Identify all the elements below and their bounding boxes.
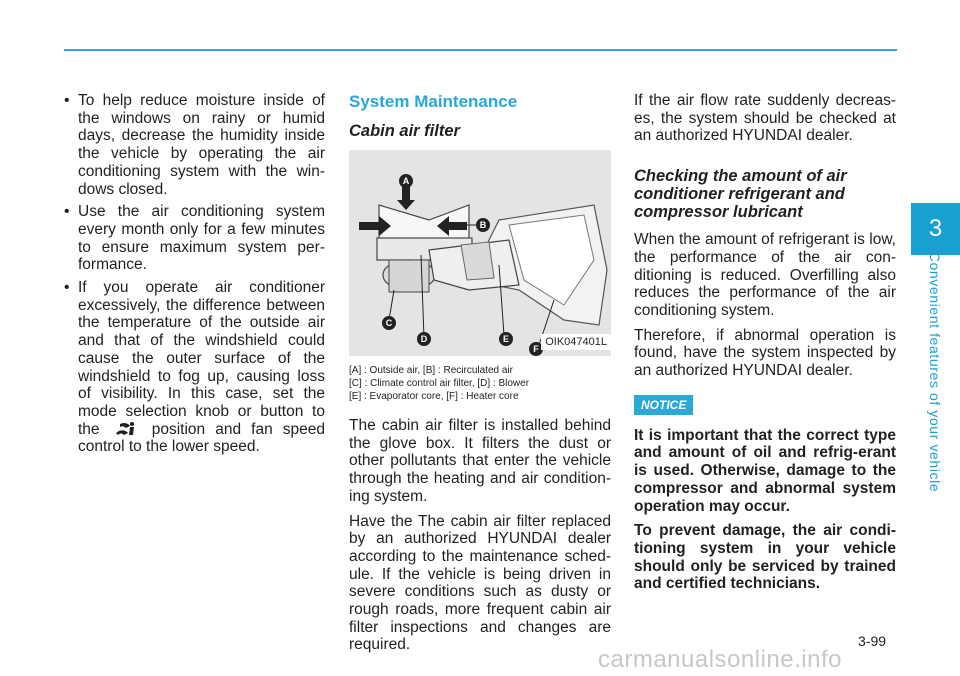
label-d: D — [417, 332, 431, 346]
tips-list — [64, 92, 325, 456]
paragraph: If the air flow rate suddenly decreas-es, the system should be checked at an authorized HYUNDAI dealer. — [634, 92, 896, 145]
notice-badge: NOTICE — [634, 395, 693, 415]
chapter-number: 3 — [928, 215, 943, 242]
list-item-text: Use the air conditioning system every month only for a few minutes to ensure maximum system per-formance. — [78, 203, 325, 274]
figure-caption-line: [E] : Evaporator core, [F] : Heater core — [349, 391, 519, 402]
cabin-air-filter-diagram — [349, 150, 611, 356]
subsection-heading: Checking the amount of air conditioner refrigerant and compressor lubricant — [634, 167, 847, 222]
list-item-text: To help reduce moisture inside of the windows on rainy or humid days, decrease the humidity inside the vehicle by operating the air conditioning system with the win-dows closed. — [78, 92, 325, 198]
fan-floor-mode-icon — [110, 421, 142, 438]
paragraph: The cabin air filter is installed behind the glove box. It filters the dust or other pollutants that enter the vehicle through the heating and air condition-ing system. — [349, 417, 611, 505]
label-b: B — [476, 218, 490, 232]
paragraph: When the amount of refrigerant is low, the performance of the air con-ditioning is reduced. Overfilling also reduces the performance of the air conditioning system. — [634, 231, 896, 319]
section-heading: System Maintenance — [349, 92, 518, 111]
notice-paragraph: To prevent damage, the air condi-tioning system in your vehicle should only be serviced by trained and certified technicians. — [634, 522, 896, 593]
header-rule — [64, 49, 897, 51]
chapter-title: Convenient features of your vehicle — [927, 251, 943, 493]
list-item-text: position and fan speed control to the lower speed. — [78, 420, 325, 456]
watermark: carmanualsonline.info — [598, 646, 842, 673]
paragraph: Therefore, if abnormal operation is found, have the system inspected by an authorized HYUNDAI dealer. — [634, 326, 896, 380]
chapter-tab — [911, 203, 960, 255]
list-item: • Use the air conditioning system every month only for a few minutes to ensure maximum system per-formance. — [64, 203, 325, 274]
notice-paragraph: It is important that the correct type and amount of oil and refrig-erant is used. Otherwise, damage to the compressor and abnormal system operation may occur. — [634, 426, 896, 515]
column-1 — [64, 92, 325, 461]
figure-caption-line: [C] : Climate control air filter, [D] : Blower — [349, 378, 530, 389]
list-item-text: If you operate air conditioner excessively, the difference between the temperature of the outside air and that of the windshield could cause the outer surface of the windshield to fog up, causing loss of visibility. In this case, set the mode selection knob or button to the — [78, 279, 325, 438]
paragraph: Have the The cabin air filter replaced by an authorized HYUNDAI dealer according to the maintenance sched-ule. If the vehicle is being driven in severe conditions such as dusty or rough roads, more frequent cabin air filter inspections and changes are required. — [349, 512, 611, 654]
label-a: A — [399, 174, 413, 188]
label-c: C — [382, 316, 396, 330]
label-f: F — [529, 342, 543, 356]
label-e: E — [499, 332, 513, 346]
figure-caption-line: [A] : Outside air, [B] : Recirculated air — [349, 365, 513, 376]
figure-code: OIK047401L — [541, 334, 611, 350]
page-number: 3-99 — [858, 633, 887, 649]
subsection-heading: Cabin air filter — [349, 122, 460, 140]
list-item: • To help reduce moisture inside of the windows on rainy or humid days, decrease the humidity inside the vehicle by operating the air conditioning system with the win-dows closed. — [64, 92, 325, 198]
column-3 — [634, 92, 896, 600]
column-2 — [349, 92, 611, 661]
list-item: • If you operate air conditioner excessively, the difference between the temperature of the outside air and that of the windshield could cause the outer surface of the windshield to fog up, causing loss of visibility. In this case, set the mode selection knob or button to the position and fan speed control to the lower speed. — [64, 279, 325, 456]
